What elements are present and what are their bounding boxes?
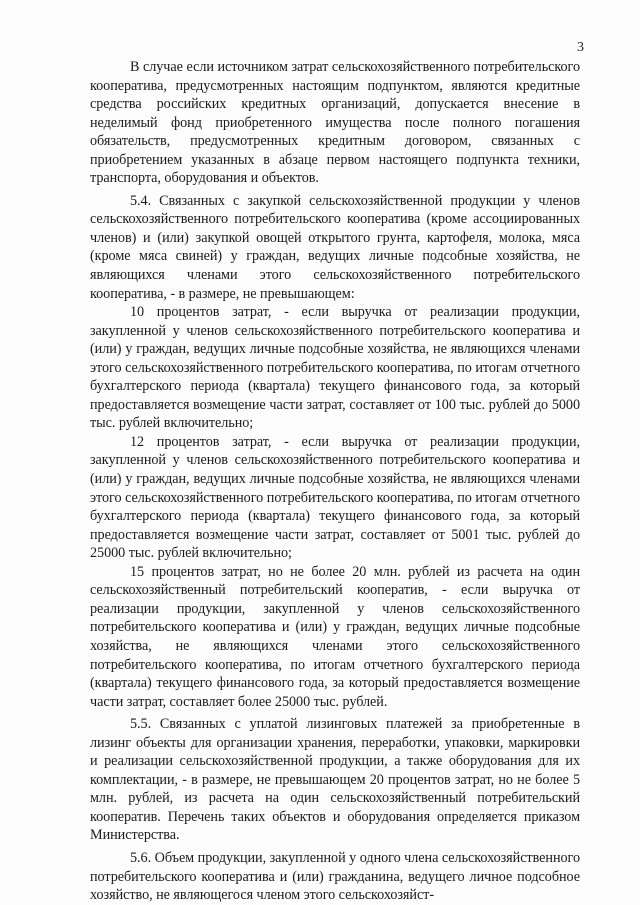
document-body [90,58,580,905]
paragraph-15-percent: 15 процентов затрат, но не более 20 млн. рублей из расчета на один сельскохозяйственный потребительский кооператив, - если выручка от реализации продукции, закупленной у членов сельскохозяйственного потребительского кооператива и (или) у граждан, ведущих личные подсобные хозяйства, не являющихся членами этого сельскохозяйственного потребительского кооператива, по итогам отчетного бухгалтерского периода (квартала) текущего финансового года, за который предоставляется возмещение части затрат, составляет более 25000 тыс. рублей. [90,563,580,710]
paragraph-5-5: 5.5. Связанных с уплатой лизинговых платежей за приобретенные в лизинг объекты для организации хранения, переработки, упаковки, маркировки и реализации сельскохозяйственной продукции, а также оборудования для их комплектации, - в размере, не превышающем 20 процентов затрат, но не более 5 млн. рублей, из расчета на один сельскохозяйственный потребительский кооператив. Перечень таких объектов и оборудования определяется приказом Министерства. [90,716,580,844]
paragraph-12-percent: 12 процентов затрат, - если выручка от реализации продукции, закупленной у членов сельскохозяйственного потребительского кооператива и (или) у граждан, ведущих личные подсобные хозяйства, не являющихся членами этого сельскохозяйственного потребительского кооператива, по итогам отчетного бухгалтерского периода (квартала) текущего финансового года, за который предоставляется возмещение части затрат, составляет от 5001 тыс. рублей до 25000 тыс. рублей включительно; [90,433,580,562]
paragraph-10-percent: 10 процентов затрат, - если выручка от реализации продукции, закупленной у членов сельскохозяйственного потребительского кооператива и (или) у граждан, ведущих личные подсобные хозяйства, не являющихся членами этого сельскохозяйственного потребительского кооператива, по итогам отчетного бухгалтерского периода (квартала) текущего финансового года, за который предоставляется возмещение части затрат, составляет от 100 тыс. рублей до 5000 тыс. рублей включительно; [90,304,580,432]
paragraph-5-4: 5.4. Связанных с закупкой сельскохозяйственной продукции у членов сельскохозяйственного потребительского кооператива (кроме ассоциированных членов) и (или) закупкой овощей открытого грунта, картофеля, молока, мяса (кроме мяса свиней) у граждан, ведущих личные подсобные хозяйства, не являющихся членами этого сельскохозяйственного потребительского кооператива, - в размере, не превышающем: [90,192,580,302]
page-number: 3 [577,40,584,55]
paragraph-credit-funds: В случае если источником затрат сельскохозяйственного потребительского кооператива, предусмотренных настоящим подпунктом, являются кредитные средства российских кредитных организаций, допускается внесение в неделимый фонд приобретенного имущества после полного погашения обязательств, предусмотренных кредитным договором, связанных с приобретением указанных в абзаце первом настоящего подпункта техники, транспорта, оборудования и объектов. [90,59,580,187]
paragraph-5-6: 5.6. Объем продукции, закупленной у одного члена сельскохозяйственного потребительского кооператива и (или) гражданина, ведущего личное подсобное хозяйство, не являющегося членом этого сельскохозяйст- [90,849,580,904]
